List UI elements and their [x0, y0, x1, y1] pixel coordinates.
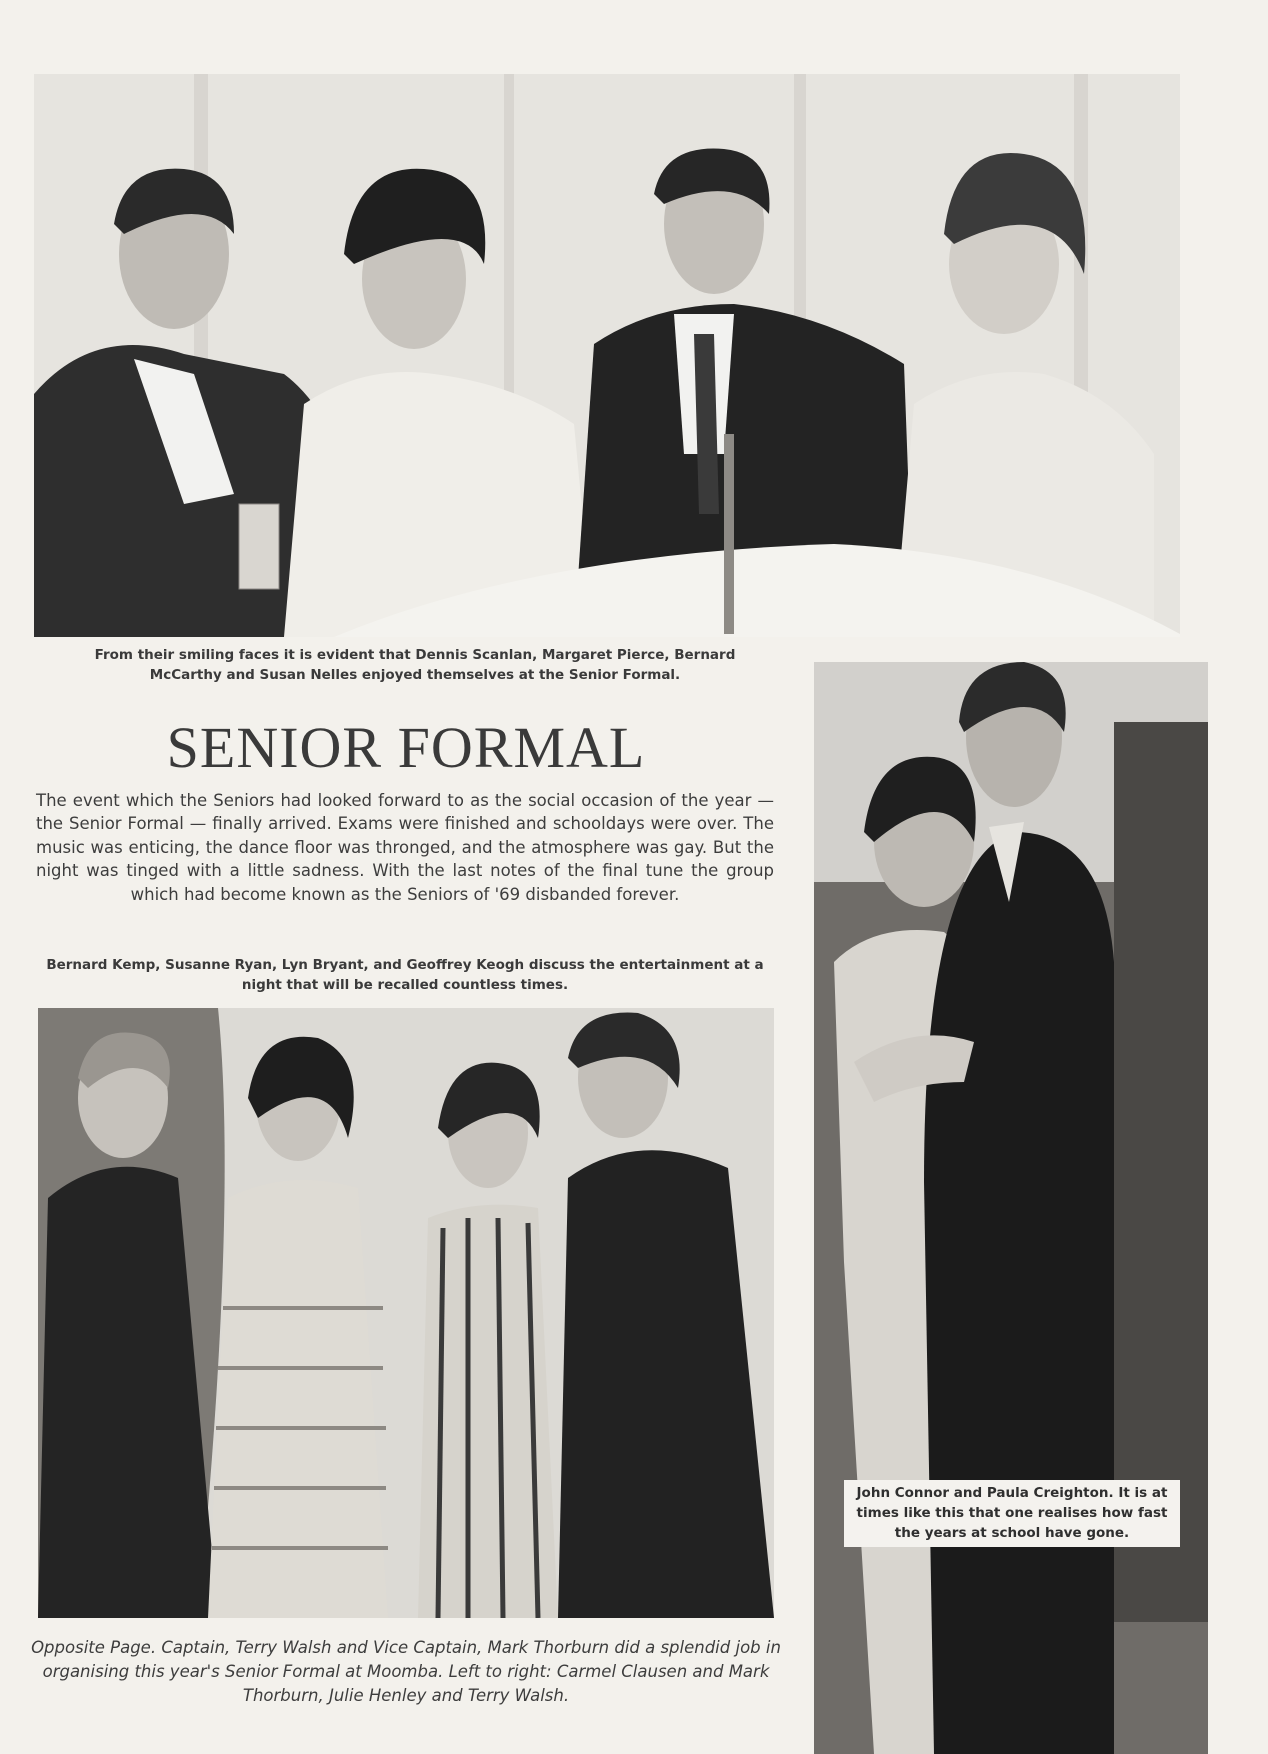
photo-dancing-couple [814, 662, 1208, 1754]
photo-four-seated-guests [34, 74, 1180, 637]
photo-right-illustration [814, 662, 1208, 1754]
photo-bottom-illustration [38, 1008, 774, 1618]
photo-top-illustration [34, 74, 1180, 637]
article-body: The event which the Seniors had looked forward to as the social occasion of the year — the Senior Formal — finally arrived. Exams were finished and schooldays were over. The music was enticing, the dance floor was thronged, and the atmosphere was gay. But the night was tinged with a little sadness. With the last notes of the final tune the group which had become known as the Seniors of '69 disbanded forever. [36, 791, 774, 904]
caption-opposite-page: Opposite Page. Captain, Terry Walsh and Vice Captain, Mark Thorburn did a splendid job in organising this year's Senior Formal at Moomba. Left to right: Carmel Clausen and Mark Thorburn, Julie Henley and Terry Walsh. [31, 1638, 781, 1705]
photo-four-standing-guests [38, 1008, 774, 1618]
caption-right-photo: John Connor and Paula Creighton. It is at times like this that one realises how fast the years at school have gone. [844, 1480, 1180, 1547]
caption-bottom-left-photo: Bernard Kemp, Susanne Ryan, Lyn Bryant, and Geoffrey Keogh discuss the entertainment at a night that will be recalled countless times. [46, 957, 764, 993]
caption-top-photo: From their smiling faces it is evident that Dennis Scanlan, Margaret Pierce, Bernard McCarthy and Susan Nelles enjoyed themselves at the Senior Formal. [94, 647, 736, 683]
page-title: SENIOR FORMAL [166, 715, 646, 780]
